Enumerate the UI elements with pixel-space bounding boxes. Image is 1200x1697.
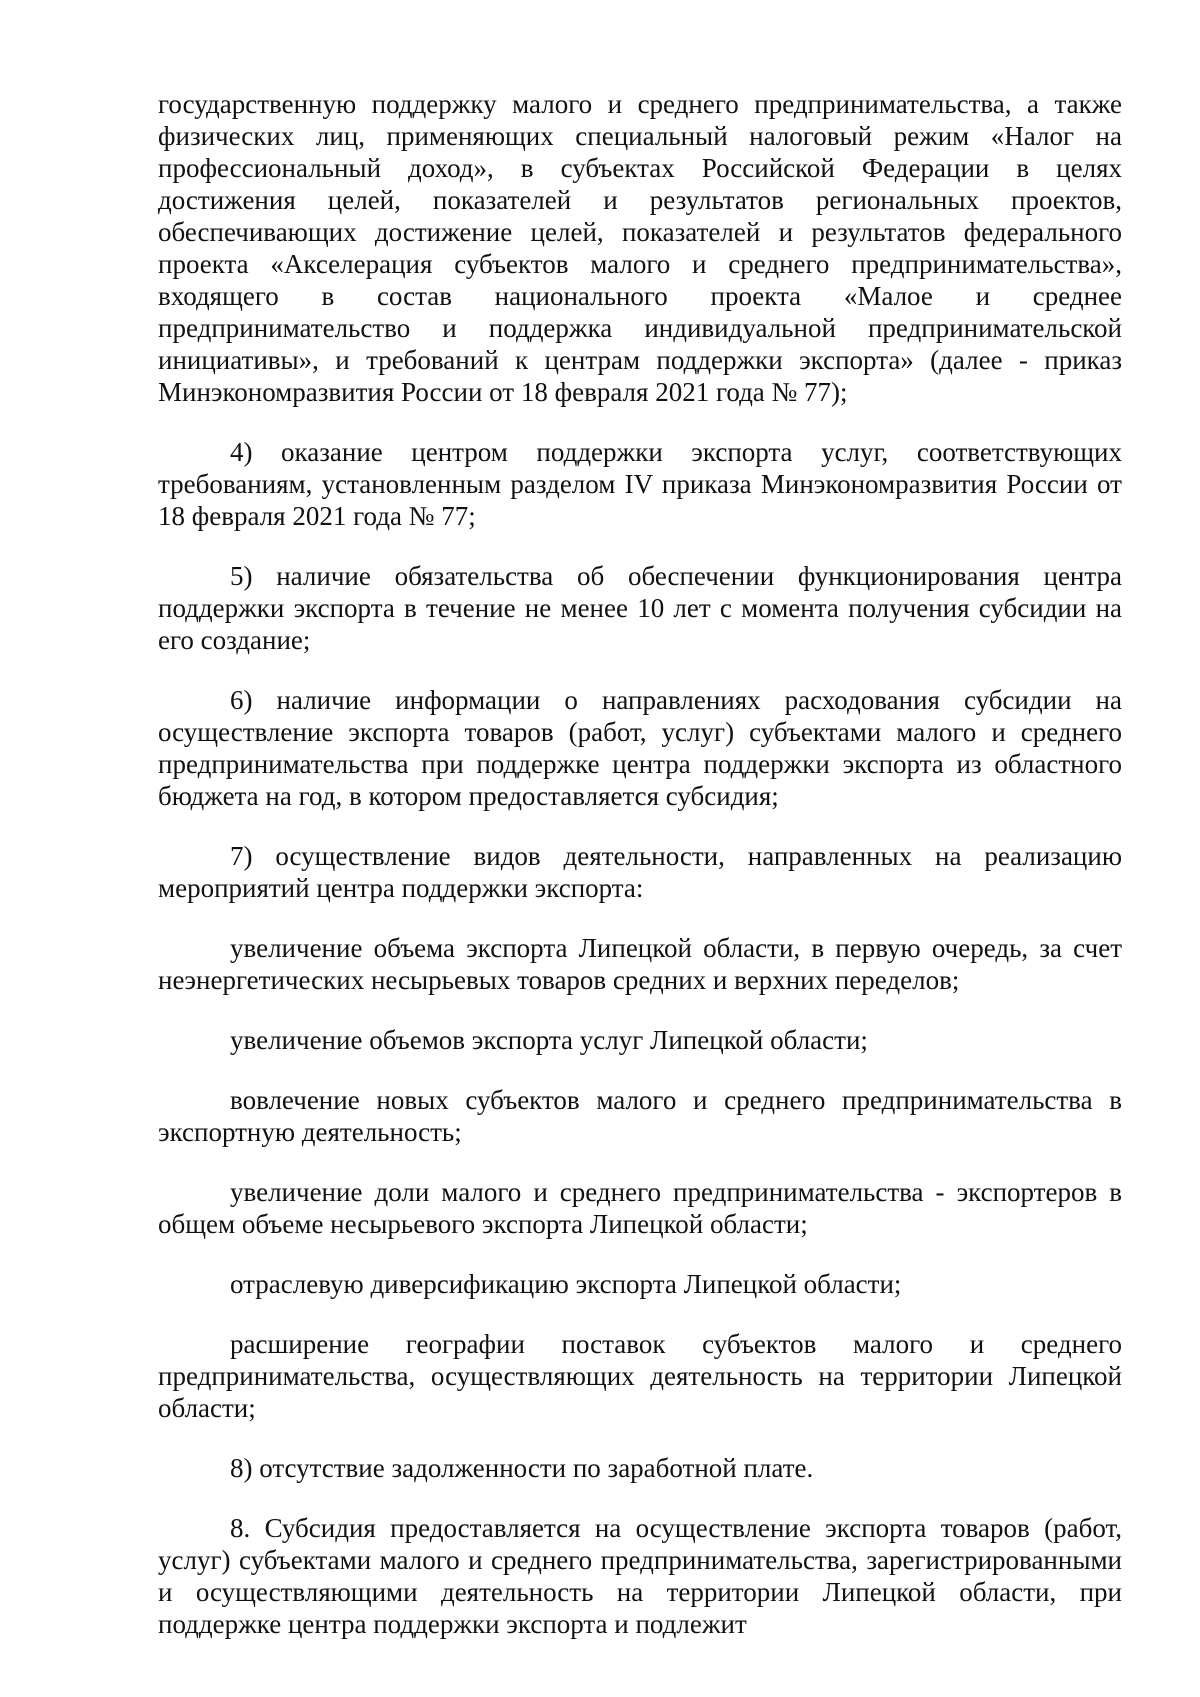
paragraph-activity-share-increase: увеличение доли малого и среднего предпринимательства - экспортеров в общем объеме несырьевого экспорта Липецкой области; [158, 1177, 1122, 1239]
paragraph-item-4: 4) оказание центром поддержки экспорта услуг, соответствующих требованиям, установленным разделом IV приказа Минэкономразвития России от 18 февраля 2021 года № 77; [158, 437, 1122, 531]
paragraph-continuation: государственную поддержку малого и среднего предпринимательства, а также физических лиц, применяющих специальный налоговый режим «Налог на профессиональный доход», в субъектах Российской Федерации в целях достижения целей, показателей и результатов региональных проектов, обеспечивающих достижение целей, показателей и результатов федерального проекта «Акселерация субъектов малого и среднего предпринимательства», входящего в состав национального проекта «Малое и среднее предпринимательство и поддержка индивидуальной предпринимательской инициативы», и требований к центрам поддержки экспорта» (далее - приказ Минэкономразвития России от 18 февраля 2021 года № 77); [158, 89, 1122, 407]
paragraph-section-8: 8. Субсидия предоставляется на осуществление экспорта товаров (работ, услуг) субъектами малого и среднего предпринимательства, зарегистрированными и осуществляющими деятельность на территории Липецкой области, при поддержке центра поддержки экспорта и подлежит [158, 1513, 1122, 1639]
paragraph-activity-new-subjects: вовлечение новых субъектов малого и среднего предпринимательства в экспортную деятельность; [158, 1085, 1122, 1147]
paragraph-item-7: 7) осуществление видов деятельности, направленных на реализацию мероприятий центра поддержки экспорта: [158, 841, 1122, 903]
paragraph-item-5: 5) наличие обязательства об обеспечении функционирования центра поддержки экспорта в течение не менее 10 лет с момента получения субсидии на его создание; [158, 561, 1122, 655]
paragraph-activity-geography: расширение географии поставок субъектов малого и среднего предпринимательства, осуществляющих деятельность на территории Липецкой области; [158, 1329, 1122, 1423]
paragraph-item-6: 6) наличие информации о направлениях расходования субсидии на осуществление экспорта товаров (работ, услуг) субъектами малого и среднего предпринимательства при поддержке центра поддержки экспорта из областного бюджета на год, в котором предоставляется субсидия; [158, 685, 1122, 811]
paragraph-item-8: 8) отсутствие задолженности по заработной плате. [230, 1453, 814, 1483]
paragraph-activity-services-export: увеличение объемов экспорта услуг Липецкой области; [230, 1025, 868, 1055]
paragraph-activity-export-volume: увеличение объема экспорта Липецкой области, в первую очередь, за счет неэнергетических несырьевых товаров средних и верхних переделов; [158, 933, 1122, 995]
paragraph-activity-diversification: отраслевую диверсификацию экспорта Липецкой области; [230, 1269, 902, 1299]
